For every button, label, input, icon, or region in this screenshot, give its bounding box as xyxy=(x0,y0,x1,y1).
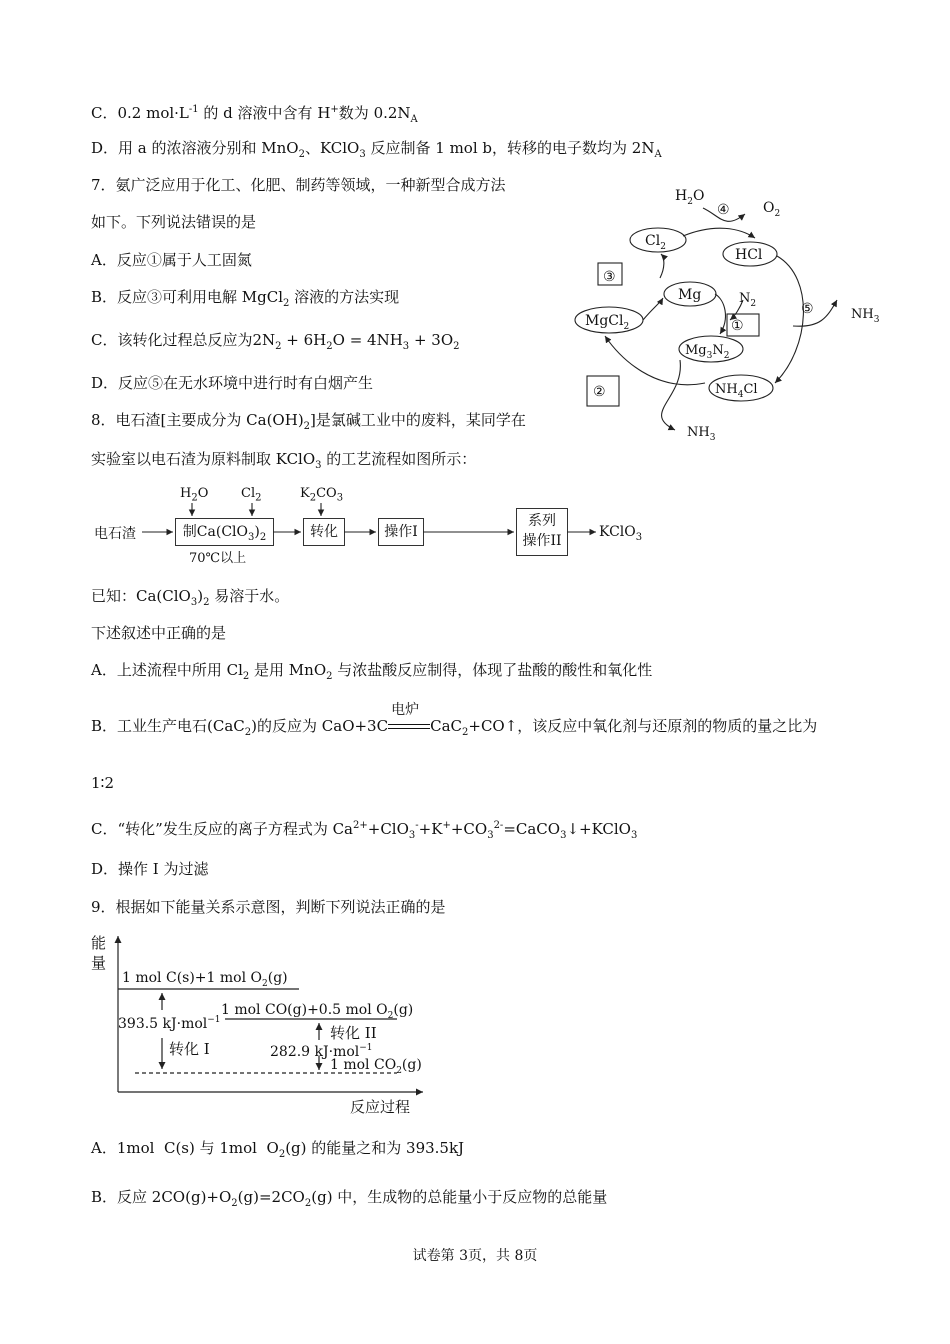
level-co-o2: 1 mol CO(g)+0.5 mol $O_2(g)$ xyxy=(221,1002,414,1021)
q7-stem-line1: 7．氨广泛应用于化工、化肥、制药等领域，一种新型合成方法 xyxy=(91,176,506,194)
q9-stem: 9．根据如下能量关系示意图，判断下列说法正确的是 xyxy=(91,898,446,916)
level-co2: 1 mol $CO_2(g)$ xyxy=(330,1057,422,1076)
label-h2o: $H_2O$ xyxy=(675,188,705,207)
energy-393: 393.5 kJ·mol$^{-1}$ xyxy=(118,1015,221,1032)
label-o2: $O_2$ xyxy=(763,200,781,219)
label-nh3-right: $NH_3$ xyxy=(851,307,880,325)
conversion-2: 转化 II xyxy=(330,1024,377,1042)
q8-option-b-cont: 1∶2 xyxy=(91,774,114,792)
q7-option-c: C．该转化过程总反应为$2N_2 + 6H_2O = 4NH_3 + 3O_2$ xyxy=(91,331,460,352)
q6-option-c: C．0.2 $mol\cdot L^{-1}$ 的 d 溶液中含有 H+数为 $0.2N_A$ xyxy=(91,104,418,125)
q8-known: 已知：$Ca(ClO_3)_2$ 易溶于水。 xyxy=(91,587,290,608)
xlabel: 反应过程 xyxy=(350,1098,411,1116)
label-n2: $N_2$ xyxy=(739,291,757,309)
q6-option-d: D．用 a 的浓溶液分别和 MnO$_2$、KClO$_3$ 反应制备 1 mol b，转移的电子数均为 $2N_A$ xyxy=(91,139,662,160)
flow-box-make-caclo3: 制$Ca(ClO_3)_2$ xyxy=(175,518,274,546)
flow-end: KClO$_3$ xyxy=(599,524,643,543)
page-footer: 试卷第 3页，共 8页 xyxy=(412,1248,538,1264)
label-mgcl2: MgCl$_2$ xyxy=(585,313,630,332)
label-nh4cl: $NH_4Cl$ xyxy=(715,382,758,400)
q8-ask: 下述叙述中正确的是 xyxy=(91,624,227,642)
label-nh3-bottom: $NH_3$ xyxy=(687,425,716,443)
flow-start: 电石渣 xyxy=(94,526,136,542)
label-mg: Mg xyxy=(678,287,702,303)
label-hcl: HCl xyxy=(735,247,763,263)
flow-box-op2: 系列 操作II xyxy=(516,508,568,556)
ylabel-2: 量 xyxy=(91,954,107,972)
flow-input-cl2: $Cl_2$ xyxy=(241,486,262,504)
flow-condition: 70℃以上 xyxy=(189,551,247,566)
label-step2: ② xyxy=(593,384,606,400)
ylabel-1: 能 xyxy=(91,934,107,952)
flow-box-op1: 操作I xyxy=(378,518,424,546)
q8-option-b: B．工业生产电石(CaC$_2$)的反应为 CaO+3C 电炉 CaC$_2$+CO↑，该反应中氧化剂与还原剂的物质的量之比为 xyxy=(91,702,818,738)
q8-option-c: C．“转化”发生反应的离子方程式为 $Ca^{2+}+ClO_3^-+K^++CO_3^{2-}=CaCO_3↓+KClO_3$ xyxy=(91,820,638,841)
q8-stem-line1: 8．电石渣[主要成分为 $Ca(OH)_2$]是氯碱工业中的废料，某同学在 xyxy=(91,411,526,432)
q9-option-b: B．反应 $2CO(g)+O_2(g)=2CO_2(g)$ 中，生成物的总能量小于反应物的总能量 xyxy=(91,1188,608,1209)
energy-282: 282.9 kJ·mol$^{-1}$ xyxy=(270,1043,373,1060)
label-step1: ① xyxy=(731,318,744,334)
q7-option-d: D．反应⑤在无水环境中进行时有白烟产生 xyxy=(91,374,374,392)
q8-option-a: A．上述流程中所用 $Cl_2$ 是用 MnO$_2$ 与浓盐酸反应制得，体现了盐酸的酸性和氧化性 xyxy=(91,661,653,682)
conversion-1: 转化 I xyxy=(169,1040,210,1058)
flow-input-h2o: $H_2O$ xyxy=(180,486,209,504)
label-step3: ③ xyxy=(603,269,616,285)
level-c-o2: 1 mol C(s)+1 mol $O_2(g)$ xyxy=(122,970,288,989)
label-cl2: $Cl_2$ xyxy=(645,233,666,252)
label-step5: ⑤ xyxy=(801,301,814,317)
q7-option-b: B．反应③可利用电解 MgCl$_2$ 溶液的方法实现 xyxy=(91,288,400,309)
q9-option-a: A．1mol C(s) 与 1mol $O_2(g)$ 的能量之和为 393.5kJ xyxy=(91,1139,465,1160)
q8-option-d: D．操作 I 为过滤 xyxy=(91,860,209,878)
flow-input-k2co3: $K_2CO_3$ xyxy=(300,486,344,504)
q7-stem-line2: 如下。下列说法错误的是 xyxy=(91,213,257,231)
label-mg3n2: $Mg_3N_2$ xyxy=(685,343,730,361)
q8-stem-line2: 实验室以电石渣为原料制取 KClO$_3$ 的工艺流程如图所示： xyxy=(91,450,477,471)
q7-option-a: A．反应①属于人工固氮 xyxy=(91,251,252,269)
flow-box-convert: 转化 xyxy=(303,518,345,546)
energy-diagram xyxy=(85,930,445,1120)
label-step4: ④ xyxy=(717,202,730,218)
